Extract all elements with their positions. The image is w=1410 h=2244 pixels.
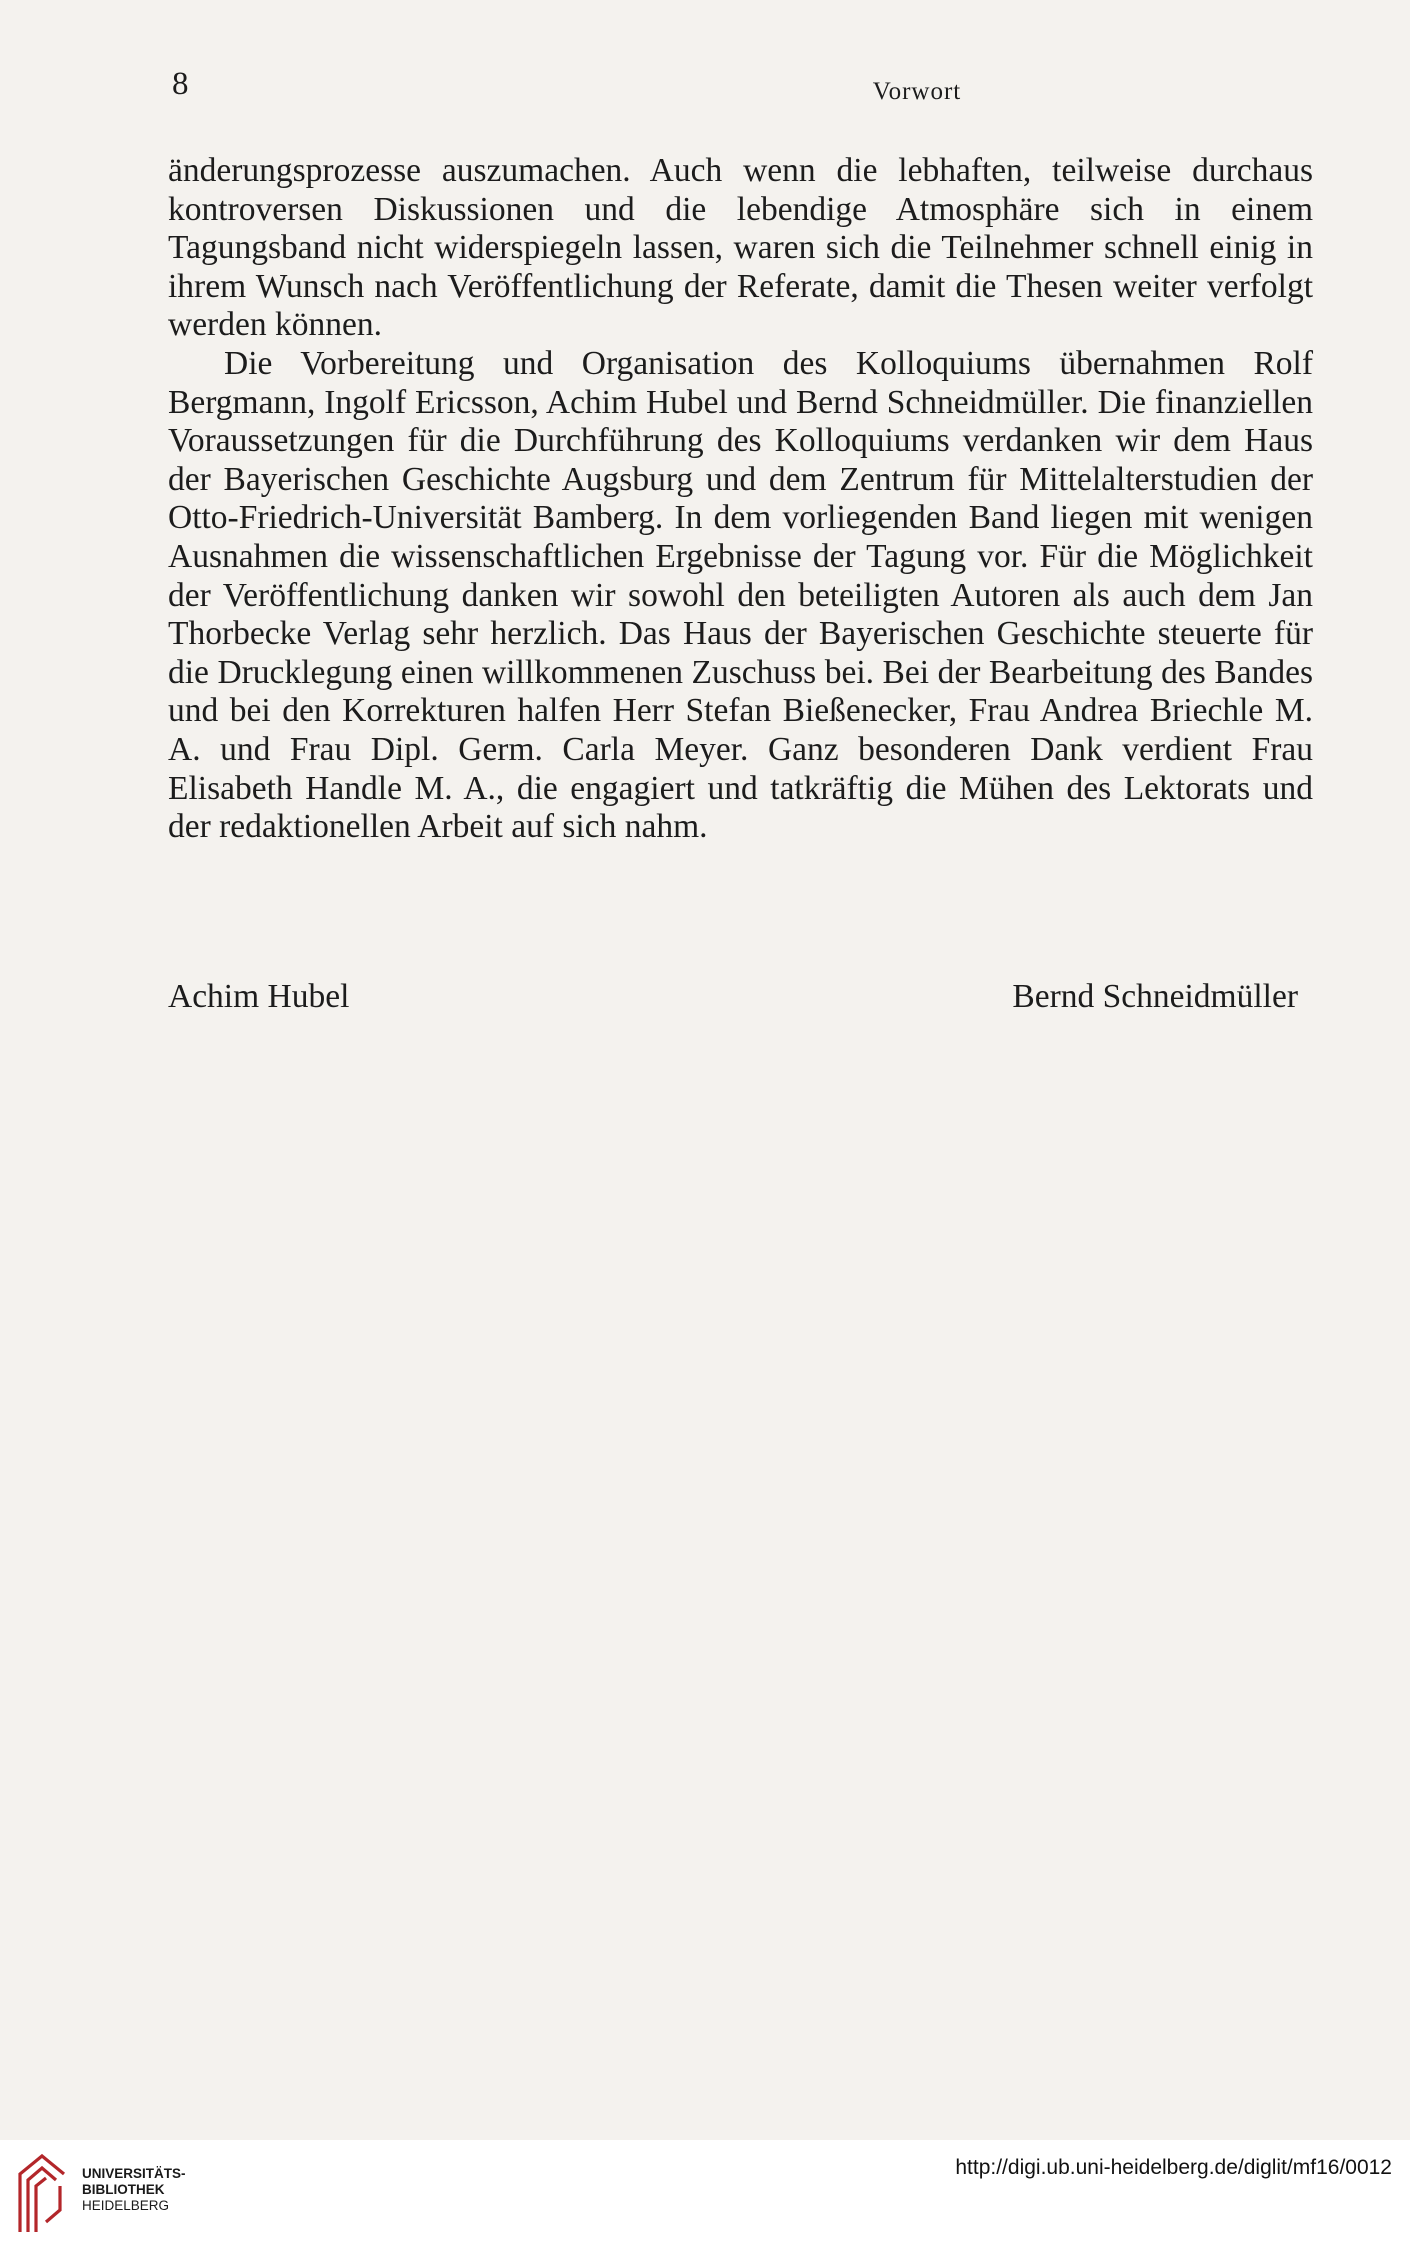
signature-left: Achim Hubel bbox=[168, 978, 350, 1015]
page-header bbox=[172, 66, 1310, 116]
footer-bar bbox=[0, 2140, 1410, 2244]
library-name bbox=[82, 2166, 186, 2214]
page-number: 8 bbox=[172, 66, 189, 102]
paragraph: Die Vorbereitung und Organisation des Kolloquiums übernahmen Rolf Bergmann, Ingolf Ericsson, Achim Hubel und Bernd Schneidmüller. Die finanziellen Voraussetzungen für die Durchführung des Kolloquiums verdanken wir dem Haus der Bayerischen Geschichte Augsburg und dem Zentrum für Mittelalterstudien der Otto-Friedrich-Universität Bamberg. In dem vorliegenden Band liegen mit wenigen Ausnahmen die wissenschaftlichen Ergebnisse der Tagung vor. Für die Möglichkeit der Veröffentlichung danken wir sowohl den beteiligten Autoren als auch dem Jan Thorbecke Verlag sehr herzlich. Das Haus der Bayerischen Geschichte steuerte für die Drucklegung einen willkommenen Zuschuss bei. Bei der Bearbeitung des Bandes und bei den Korrekturen halfen Herr Stefan Bießenecker, Frau Andrea Briechle M. A. und Frau Dipl. Germ. Carla Meyer. Ganz besonderen Dank verdient Frau Elisabeth Handle M. A., die engagiert und tatkräftig die Mühen des Lektorats und der redaktionellen Arbeit auf sich nahm. bbox=[168, 344, 1313, 846]
library-line: HEIDELBERG bbox=[82, 2198, 170, 2213]
library-line: UNIVERSITÄTS- bbox=[82, 2166, 186, 2181]
running-head: Vorwort bbox=[872, 78, 962, 105]
signatures bbox=[168, 978, 1298, 1022]
library-line: BIBLIOTHEK bbox=[82, 2182, 165, 2197]
paragraph: änderungsprozesse auszumachen. Auch wenn die lebhaften, teilweise durchaus kontroversen Diskussionen und die lebendige Atmosphäre sich in einem Tagungsband nicht widerspiegeln lassen, waren sich die Teilnehmer schnell einig in ihrem Wunsch nach Veröffentlichung der Referate, damit die Thesen weiter verfolgt werden können. bbox=[168, 152, 1313, 344]
signature-right: Bernd Schneidmüller bbox=[1012, 978, 1298, 1015]
library-logo-icon bbox=[16, 2150, 68, 2234]
body-text bbox=[168, 152, 1313, 847]
source-url-link[interactable]: http://digi.ub.uni-heidelberg.de/diglit/mf16/0012 bbox=[955, 2156, 1392, 2179]
